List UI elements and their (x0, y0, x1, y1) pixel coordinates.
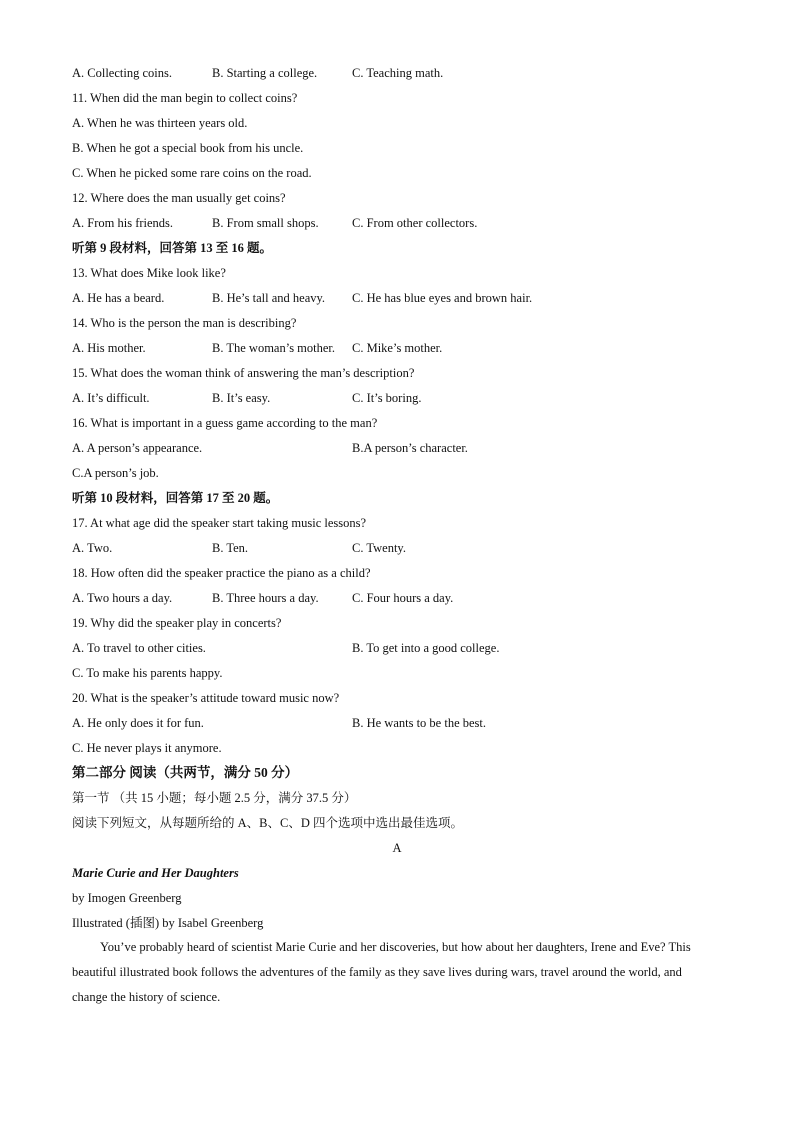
q11-option-b: B. When he got a special book from his uncle. (72, 141, 304, 155)
q15-option-c: C. It’s boring. (352, 391, 422, 405)
q13-option-c: C. He has blue eyes and brown hair. (352, 291, 533, 305)
q16-option-b: B.A person’s character. (352, 441, 468, 455)
q12-option-c: C. From other collectors. (352, 216, 478, 230)
q10-option-a: A. Collecting coins. (72, 66, 172, 80)
q10-option-b: B. Starting a college. (212, 66, 318, 80)
q18-option-c: C. Four hours a day. (352, 591, 454, 605)
q14-option-a: A. His mother. (72, 341, 146, 355)
q17-question: 17. At what age did the speaker start taking music lessons? (72, 516, 367, 530)
passage-paragraph (72, 935, 712, 1010)
q19-question: 19. Why did the speaker play in concerts? (72, 616, 282, 630)
q12-option-b: B. From small shops. (212, 216, 319, 230)
q16-option-a: A. A person’s appearance. (72, 441, 203, 455)
q18-option-b: B. Three hours a day. (212, 591, 319, 605)
q20-option-b: B. He wants to be the best. (352, 716, 487, 730)
q20-option-c: C. He never plays it anymore. (72, 741, 222, 755)
q11-option-c: C. When he picked some rare coins on the road. (72, 166, 312, 180)
q13-option-b: B. He’s tall and heavy. (212, 291, 326, 305)
q19-option-a: A. To travel to other cities. (72, 641, 206, 655)
q12-question: 12. Where does the man usually get coins? (72, 191, 286, 205)
q12-option-a: A. From his friends. (72, 216, 174, 230)
q17-option-a: A. Two. (72, 541, 113, 555)
q13-option-a: A. He has a beard. (72, 291, 165, 305)
q19-option-c: C. To make his parents happy. (72, 666, 223, 680)
q14-option-c: C. Mike’s mother. (352, 341, 443, 355)
section-10-heading: 听第 10 段材料，回答第 17 至 20 题。 (72, 491, 279, 505)
q15-question: 15. What does the woman think of answering the man’s description? (72, 366, 415, 380)
q19-option-b: B. To get into a good college. (352, 641, 500, 655)
passage-paragraph-text: You’ve probably heard of scientist Marie Curie and her discoveries, but how about her daughters, Irene and Eve? This beautiful illustrated book follows the adventures of the family as they save lives during wars, travel around the world, and change the history of science. (72, 940, 691, 1004)
q11-question: 11. When did the man begin to collect coins? (72, 91, 298, 105)
q17-option-b: B. Ten. (212, 541, 249, 555)
passage-letter: A (392, 841, 402, 855)
author-line: by Imogen Greenberg (72, 891, 182, 905)
q14-question: 14. Who is the person the man is describing? (72, 316, 297, 330)
q16-question: 16. What is important in a guess game according to the man? (72, 416, 378, 430)
q11-option-a: A. When he was thirteen years old. (72, 116, 248, 130)
illustrator-line: Illustrated (插图) by Isabel Greenberg (72, 916, 264, 930)
q13-question: 13. What does Mike look like? (72, 266, 226, 280)
q15-option-a: A. It’s difficult. (72, 391, 150, 405)
q14-option-b: B. The woman’s mother. (212, 341, 336, 355)
reading-instructions: 阅读下列短文，从每题所给的 A、B、C、D 四个选项中选出最佳选项。 (72, 816, 463, 830)
q18-question: 18. How often did the speaker practice the piano as a child? (72, 566, 371, 580)
q20-question: 20. What is the speaker’s attitude toward music now? (72, 691, 340, 705)
q20-option-a: A. He only does it for fun. (72, 716, 204, 730)
part-2-heading: 第二部分 阅读（共两节，满分 50 分） (72, 765, 299, 780)
q18-option-a: A. Two hours a day. (72, 591, 173, 605)
section-9-heading: 听第 9 段材料，回答第 13 至 16 题。 (72, 241, 273, 255)
book-title: Marie Curie and Her Daughters (72, 866, 239, 880)
q10-option-c: C. Teaching math. (352, 66, 444, 80)
section-1-heading: 第一节 （共 15 小题；每小题 2.5 分，满分 37.5 分） (72, 791, 357, 805)
q16-option-c: C.A person’s job. (72, 466, 159, 480)
q17-option-c: C. Twenty. (352, 541, 406, 555)
q15-option-b: B. It’s easy. (212, 391, 271, 405)
